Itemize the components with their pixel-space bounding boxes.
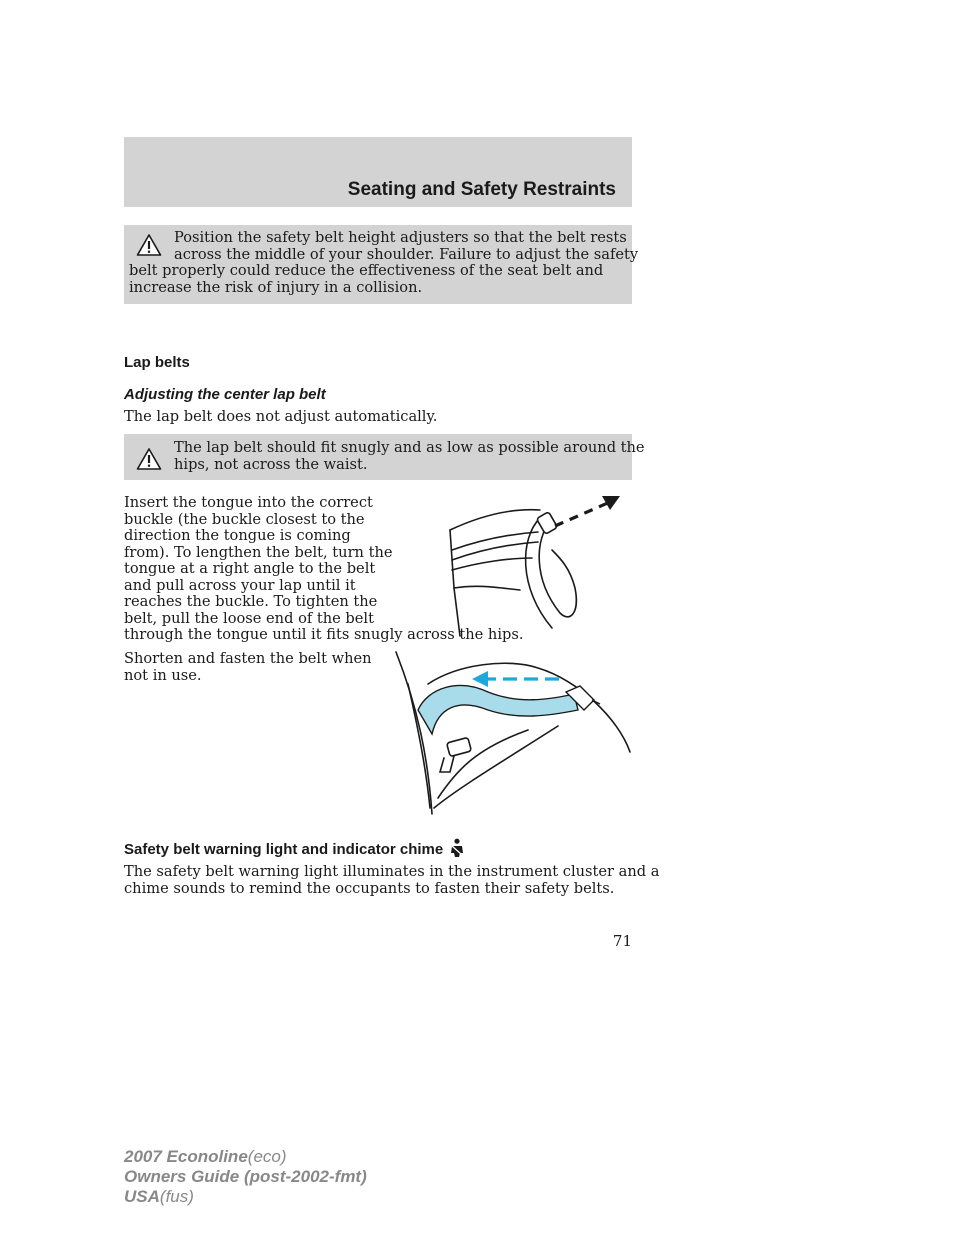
paragraph-line: belt, pull the loose end of the belt xyxy=(124,609,374,627)
shorten-paragraph xyxy=(124,651,372,684)
lengthen-belt-illustration xyxy=(440,488,630,638)
footer-line-1 xyxy=(124,1147,367,1167)
footer-model-code: (eco) xyxy=(247,1147,287,1166)
warning-line: belt properly could reduce the effectiveness of the seat belt and xyxy=(129,262,604,279)
footer-model: 2007 Econoline xyxy=(124,1147,248,1166)
warning-line: hips, not across the waist. xyxy=(174,455,368,473)
warning-box-height-adjuster xyxy=(124,225,639,304)
section-heading-warning-light xyxy=(124,838,466,858)
paragraph-line: not in use. xyxy=(124,666,202,684)
paragraph-line: buckle (the buckle closest to the xyxy=(124,510,365,528)
footer-line-2: Owners Guide (post-2002-fmt) xyxy=(124,1167,367,1186)
warning-text xyxy=(174,440,645,473)
warning-light-paragraph xyxy=(124,864,659,897)
subheading-adjusting-center-lap-belt: Adjusting the center lap belt xyxy=(124,386,326,403)
page-number: 71 xyxy=(612,932,632,950)
shorten-belt-illustration xyxy=(388,648,634,818)
section-title: Seating and Safety Restraints xyxy=(347,179,616,200)
paragraph-line: through the tongue until it fits snugly across the hips. xyxy=(124,626,524,643)
document-footer xyxy=(124,1147,367,1207)
warning-light-heading-text: Safety belt warning light and indicator chime xyxy=(124,841,444,858)
paragraph-line: from). To lengthen the belt, turn the xyxy=(124,543,393,561)
footer-market: USA xyxy=(124,1187,160,1206)
footer-market-code: (fus) xyxy=(159,1187,194,1206)
paragraph-line: chime sounds to remind the occupants to fasten their safety belts. xyxy=(124,879,615,897)
paragraph-line: reaches the buckle. To tighten the xyxy=(124,593,378,610)
paragraph-line: and pull across your lap until it xyxy=(124,576,356,594)
warning-box-lap-belt-fit xyxy=(124,434,645,480)
footer-line-3 xyxy=(124,1187,367,1207)
section-heading-lap-belts: Lap belts xyxy=(124,354,190,371)
paragraph-line: tongue at a right angle to the belt xyxy=(124,560,376,577)
intro-paragraph: The lap belt does not adjust automatically. xyxy=(124,408,438,425)
header-band xyxy=(124,137,632,207)
warning-triangle-icon xyxy=(136,447,162,471)
warning-line: The lap belt should fit snugly and as low as possible around the xyxy=(174,439,645,456)
warning-line: Position the safety belt height adjusters so that the belt rests xyxy=(174,229,627,246)
paragraph-line: The safety belt warning light illuminates in the instrument cluster and a xyxy=(124,863,660,880)
paragraph-line: Insert the tongue into the correct xyxy=(124,494,373,511)
warning-line: increase the risk of injury in a collision. xyxy=(129,278,423,296)
seatbelt-icon xyxy=(448,838,466,858)
warning-text xyxy=(129,230,638,296)
paragraph-line: direction the tongue is coming xyxy=(124,527,351,544)
paragraph-line: Shorten and fasten the belt when xyxy=(124,650,372,667)
warning-line: across the middle of your shoulder. Failure to adjust the safety xyxy=(174,245,639,263)
